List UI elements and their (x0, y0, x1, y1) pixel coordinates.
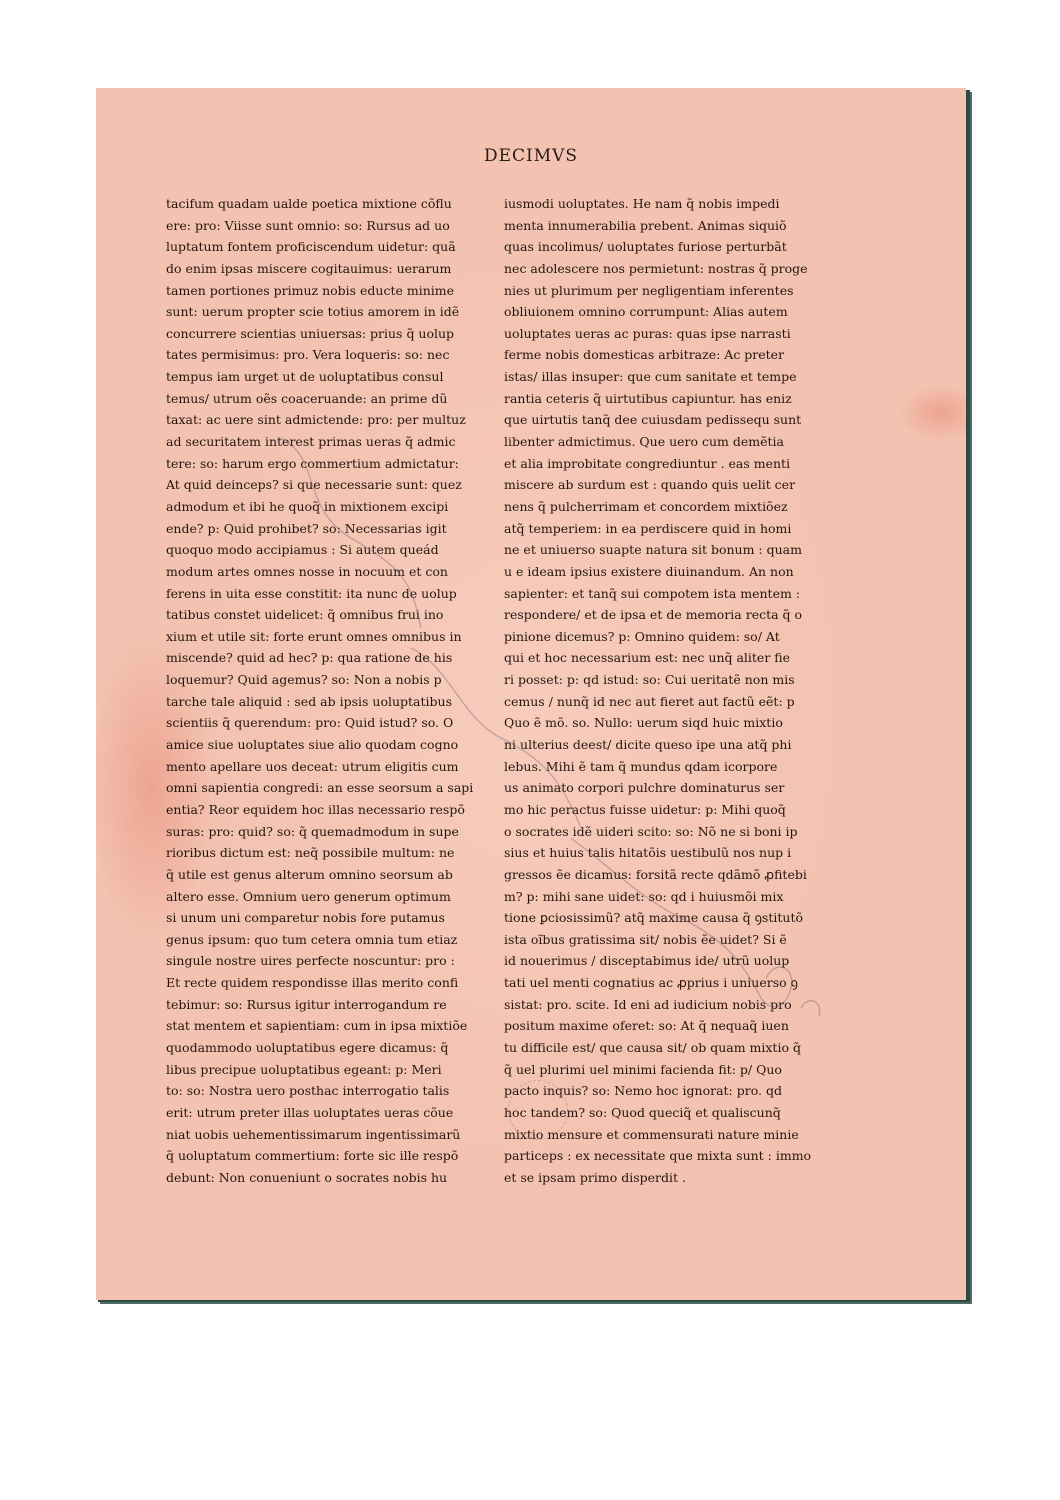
text-line: ere: pro: Viisse sunt omnio: so: Rursus ad uo (166, 217, 450, 233)
text-line: taxat: ac uere sint admictende: pro: per multuz (166, 412, 466, 428)
text-line: u e ideam ipsius existere diuinandum. An non (504, 563, 794, 579)
text-line: tere: so: harum ergo commertium admictatur: (166, 455, 459, 471)
text-line: particeps : ex necessitate que mixta sunt : immo (504, 1148, 812, 1164)
text-line: hoc tandem? so: Quod queciq̃ et qualiscunq̃ (504, 1104, 781, 1120)
text-line: tates permisimus: pro. Vera loqueris: so: nec (166, 347, 450, 363)
text-line: obliuionem omnino corrumpunt: Alias autem (504, 304, 788, 320)
text-line: sistat: pro. scite. Id eni ad iudicium nobis pro (504, 996, 792, 1012)
text-line: quodammodo uoluptatibus egere dicamus: q̃ (166, 1039, 449, 1055)
text-line: erit: utrum preter illas uoluptates ueras cõue (166, 1104, 454, 1120)
text-line: tebimur: so: Rursus igitur interrogandum re (166, 996, 447, 1012)
text-line: quas incolimus/ uoluptates furiose perturbãt (504, 239, 787, 255)
text-line: ri posset: p: qd istud: so: Cui ueritatẽ non mis (504, 672, 795, 688)
text-line: nies ut plurimum per negligentiam inferentes (504, 282, 794, 298)
text-line: tamen portiones primuz nobis educte minime (166, 282, 455, 298)
text-line: omni sapientia congredi: an esse seorsum a sapi (166, 780, 474, 796)
text-line: ad securitatem interest primas ueras q̃ admic (166, 434, 456, 450)
text-line: rioribus dictum est: neq̃ possibile multum: ne (166, 845, 455, 861)
text-line: menta innumerabilia prebent. Animas siquiõ (504, 217, 787, 233)
text-line: concurrere scientias uniuersas: prius q̃ uolup (166, 325, 455, 341)
text-line: ende? p: Quid prohibet? so: Necessarias igit (166, 520, 447, 536)
text-line: singule nostre uires perfecte noscuntur: pro : (166, 953, 455, 969)
text-line: pacto inquis? so: Nemo hoc ignorat: pro. qd (504, 1083, 782, 1099)
text-line: tacifum quadam ualde poetica mixtione cõflu (166, 196, 452, 211)
text-line: us animato corpori pulchre dominaturus ser (504, 780, 785, 796)
text-line: ni ulterius deest/ dicite queso ipe una atq̃ phi (504, 737, 792, 753)
left-text-column (166, 193, 501, 1188)
text-line: qui et hoc necessarium est: nec unq̃ aliter fie (504, 650, 791, 666)
text-line: sius et huius talis hitatõis uestibulũ nos nup i (504, 845, 792, 861)
text-line: sunt: uerum propter scie totius amorem in idẽ (166, 304, 460, 320)
text-line: q̃ uel plurimi uel minimi facienda fit: p/ Quo (504, 1061, 782, 1077)
text-line: tarche tale aliquid : sed ab ipsis uoluptatibus (166, 693, 452, 709)
text-line: libenter admictimus. Que uero cum demẽtia (504, 434, 784, 450)
text-line: nec adolescere nos permietunt: nostras q̃ proge (504, 260, 808, 276)
text-line: debunt: Non conueniunt o socrates nobis hu (166, 1169, 448, 1185)
text-line: tatibus constet uidelicet: q̃ omnibus frui ino (166, 607, 444, 623)
text-line: At quid deinceps? si que necessarie sunt: quez (166, 477, 462, 493)
text-line: niat uobis uehementissimarum ingentissimarũ (166, 1126, 461, 1142)
text-line: luptatum fontem proficiscendum uidetur: quã (166, 239, 456, 255)
text-line: o socrates idẽ uideri scito: so: Nõ ne si boni ip (504, 823, 798, 839)
text-line: do enim ipsas miscere cogitauimus: uerarum (166, 260, 452, 276)
text-line: libus precipue uoluptatibus egeant: p: Meri (166, 1061, 442, 1077)
text-line: uoluptates ueras ac puras: quas ipse narrasti (504, 325, 791, 341)
text-line: sapienter: et tanq̃ sui compotem ista mentem : (504, 585, 801, 601)
text-line: ne et uniuerso suapte natura sit bonum : quam (504, 542, 802, 558)
text-line: rantia ceteris q̃ uirtutibus capiuntur. has eniz (504, 390, 792, 406)
text-line: atq̃ temperiem: in ea perdiscere quid in homi (504, 520, 792, 536)
text-line: lebus. Mihi ẽ tam q̃ mundus qdam icorpore (504, 758, 778, 774)
text-line: miscende? quid ad hec? p: qua ratione de his (166, 650, 453, 666)
text-line: positum maxime oferet: so: At q̃ nequaq̃ iuen (504, 1018, 789, 1034)
text-line: tati uel menti cognatius ac ꝓprius i uniuerso ꝯ (504, 975, 798, 991)
text-line: iusmodi uoluptates. He nam q̃ nobis impedi (504, 196, 780, 211)
text-line: tu difficile est/ que causa sit/ ob quam mixtio q̃ (504, 1039, 801, 1055)
text-line: mo hic peractus fuisse uidetur: p: Mihi quoq̃ (504, 801, 786, 817)
text-line: admodum et ibi he quoq̃ in mixtionem excipi (166, 498, 449, 514)
text-line: m? p: mihi sane uidet: so: qd i huiusmõi mix (504, 888, 784, 904)
text-line: et alia improbitate congrediuntur . eas menti (504, 455, 791, 471)
text-line: istas/ illas insuper: que cum sanitate et tempe (504, 369, 797, 385)
text-line: xium et utile sit: forte erunt omnes omnibus in (166, 628, 462, 644)
text-line: ferme nobis domesticas arbitraze: Ac preter (504, 347, 785, 363)
text-line: Quo ẽ mõ. so. Nullo: uerum siqd huic mixtio (504, 715, 783, 731)
text-line: tempus iam urget ut de uoluptatibus consul (166, 369, 444, 385)
text-line: respondere/ et de ipsa et de memoria recta q̃ o (504, 607, 803, 623)
text-line: q̃ uoluptatum commertium: forte sic ille respõ (166, 1148, 459, 1164)
text-line: pinione dicemus? p: Omnino quidem: so/ At (504, 628, 780, 644)
text-line: stat mentem et sapientiam: cum in ipsa mixtiõe (166, 1018, 468, 1034)
text-line: loquemur? Quid agemus? so: Non a nobis p (166, 672, 442, 688)
text-line: scientiis q̃ querendum: pro: Quid istud? so. O (166, 715, 454, 731)
text-line: et se ipsam primo disperdit . (504, 1169, 686, 1185)
text-line: genus ipsum: quo tum cetera omnia tum etiaz (166, 931, 458, 947)
text-line: altero esse. Omnium uero generum optimum (166, 888, 451, 904)
text-line: ista oĩbus gratissima sit/ nobis ẽe uidet? Si ẽ (504, 931, 787, 947)
text-line: modum artes omnes nosse in nocuum et con (166, 563, 448, 579)
book-page (96, 88, 966, 1300)
text-line: Et recte quidem respondisse illas merito confi (166, 975, 459, 991)
text-line: amice siue uoluptates siue alio quodam cogno (166, 737, 459, 753)
text-line: mento apellare uos deceat: utrum eligitis cum (166, 758, 459, 774)
text-line: quoquo modo accipiamus : Si autem queád (166, 542, 439, 558)
text-line: gressos ẽe dicamus: forsitã recte qdãmõ ꝓfitebi (504, 866, 807, 882)
text-line: entia? Reor equidem hoc illas necessario respõ (166, 801, 465, 817)
text-line: tione ꝑciosissimũ? atq̃ maxime causa q̃ ꝯstitutõ (504, 910, 803, 926)
text-line: suras: pro: quid? so: q̃ quemadmodum in supe (166, 823, 459, 839)
right-text-column (504, 193, 839, 1188)
text-line: cemus / nunq̃ id nec aut fieret aut factũ eẽt: p (504, 693, 795, 709)
text-line: temus/ utrum oẽs coaceruande: an prime dũ (166, 390, 448, 406)
text-line: id nouerimus / disceptabimus ide/ utrũ uolup (504, 953, 790, 969)
text-line: ferens in uita esse constitit: ita nunc de uolup (166, 585, 457, 601)
running-title: DECIMVS (483, 146, 579, 166)
library-stamp (508, 1080, 568, 1140)
text-line: nens q̃ pulcherrimam et concordem mixtiõez (504, 498, 788, 514)
text-line: mixtio mensure et commensurati nature minie (504, 1126, 799, 1142)
text-line: miscere ab surdum est : quando quis uelit cer (504, 477, 796, 493)
text-line: to: so: Nostra uero posthac interrogatio talis (166, 1083, 450, 1099)
text-line: que uirtutis tanq̃ dee cuiusdam pedissequ sunt (504, 412, 802, 428)
text-line: q̃ utile est genus alterum omnino seorsum ab (166, 866, 453, 882)
text-line: si unum uni comparetur nobis fore putamus (166, 910, 445, 926)
